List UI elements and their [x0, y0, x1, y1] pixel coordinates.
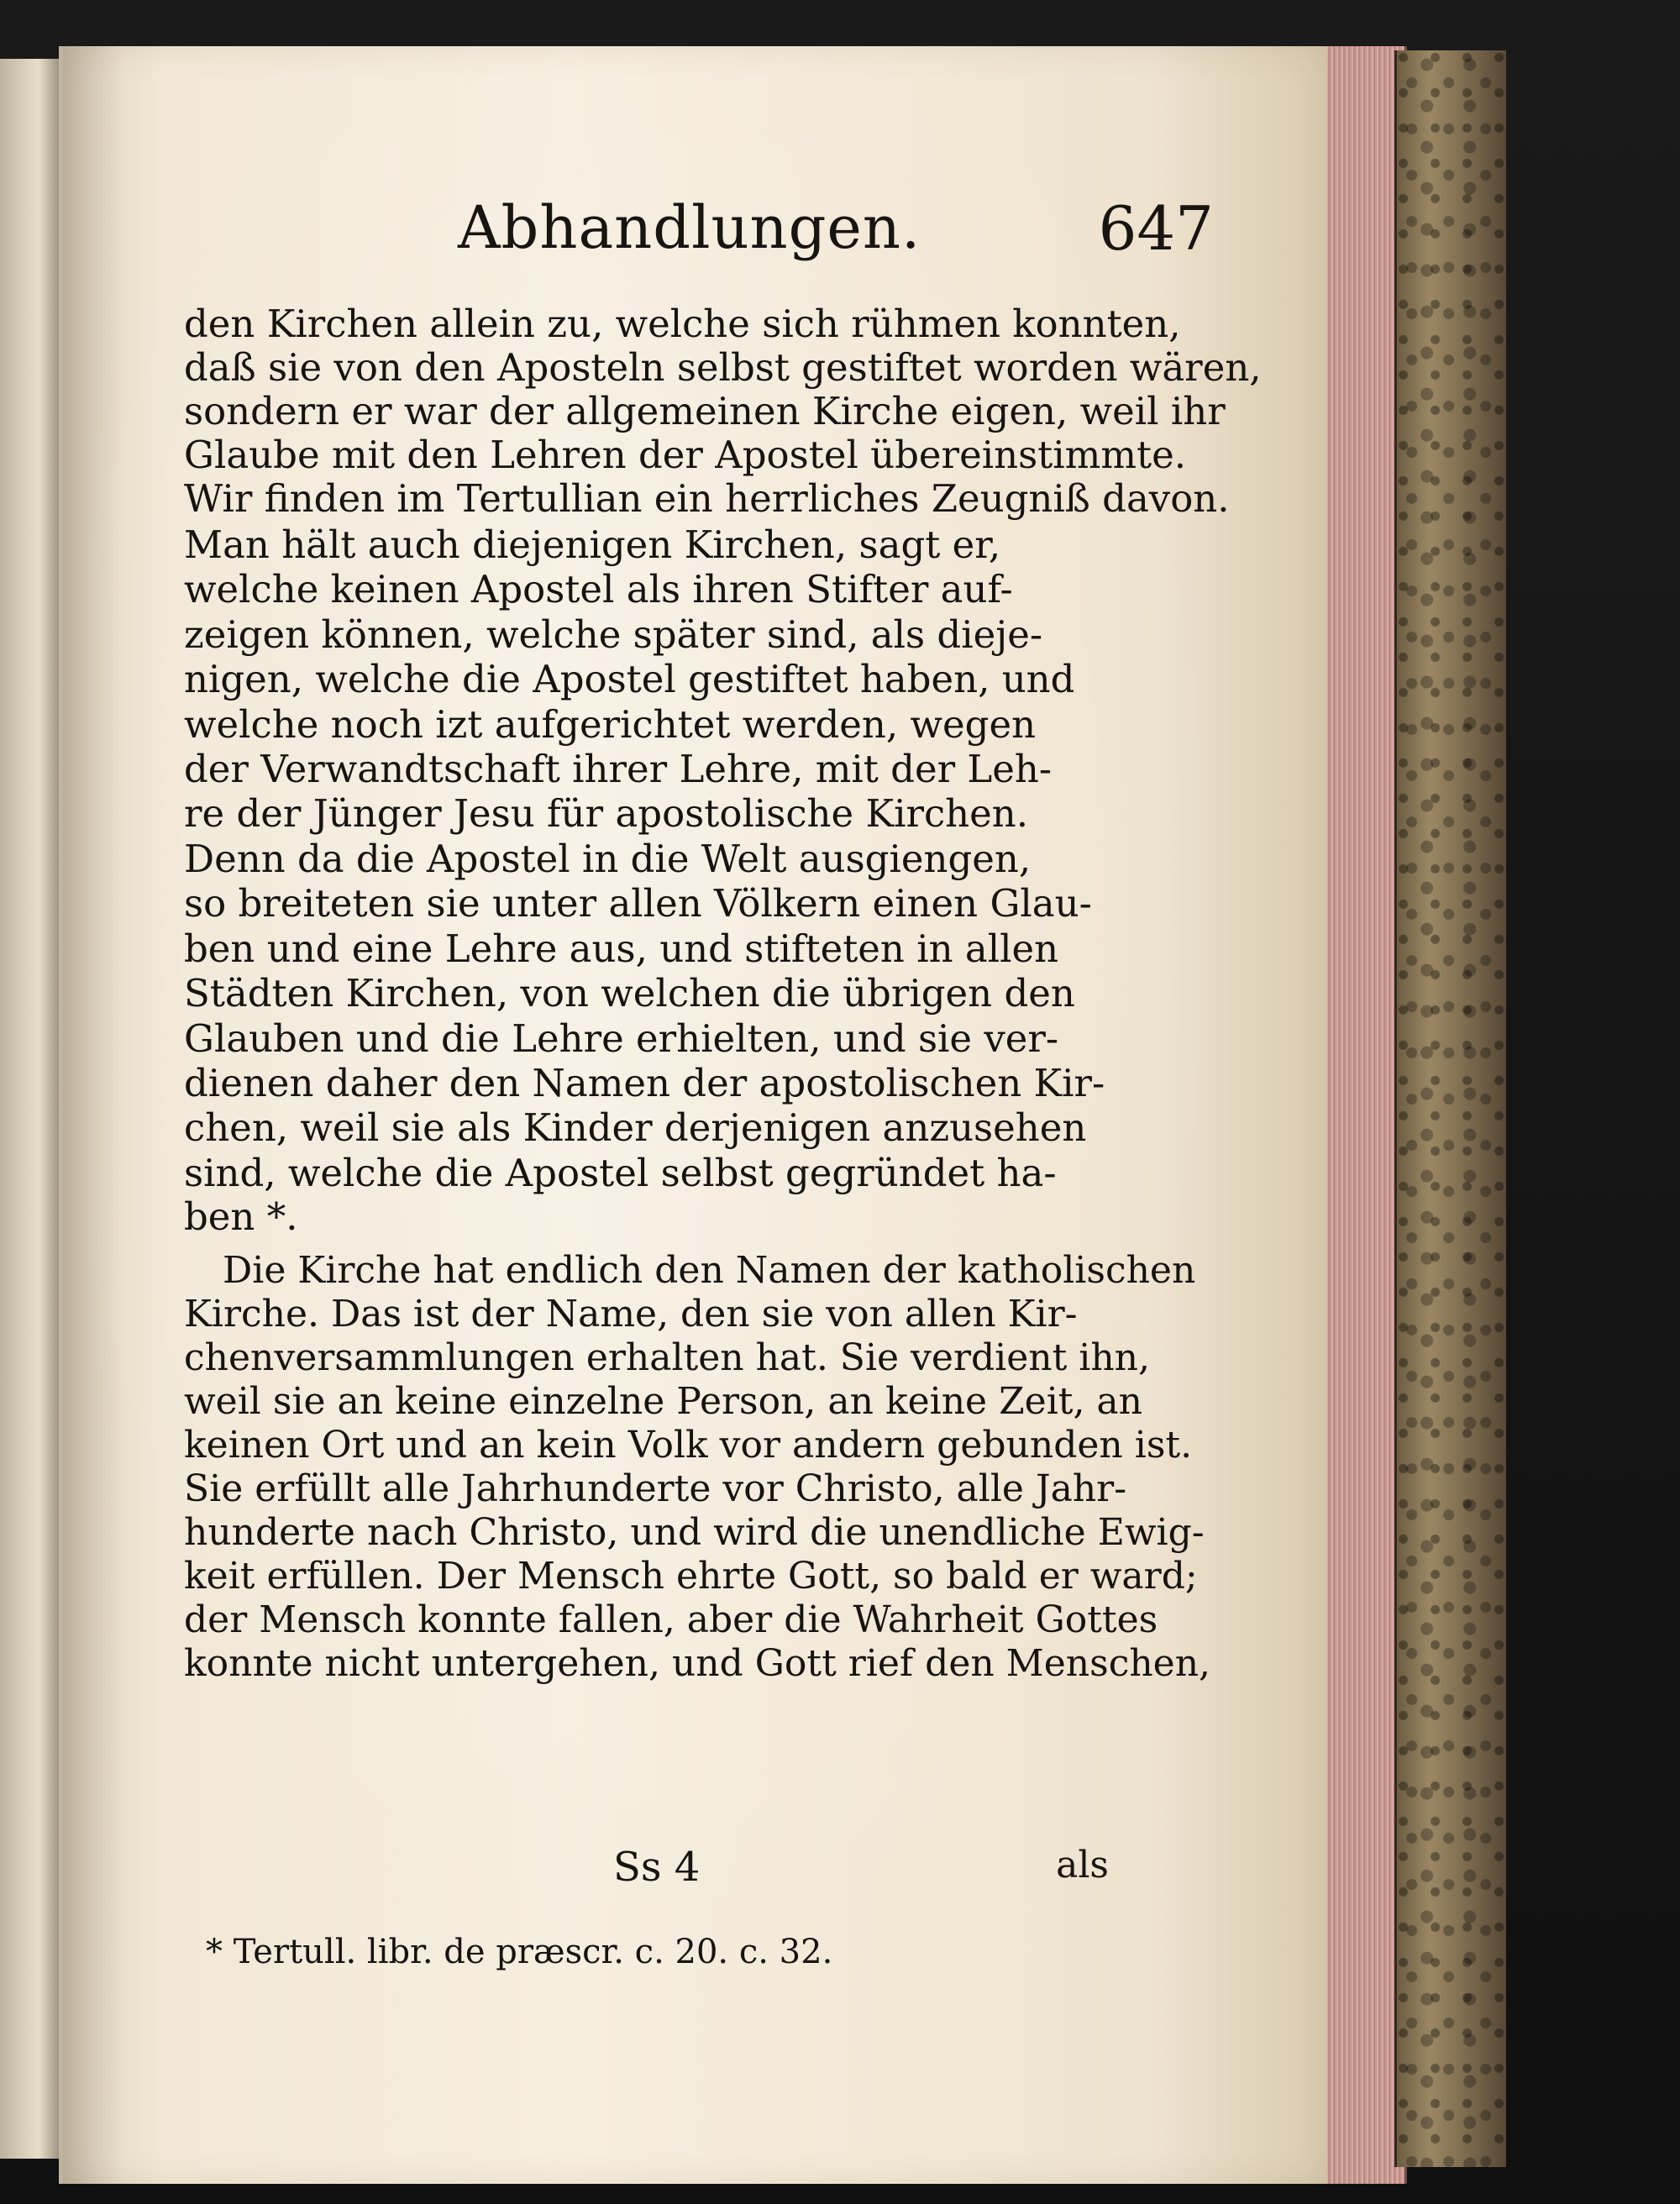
- text-line: zeigen können, welche später sind, als dieje-: [184, 612, 1043, 657]
- text-line: ben und eine Lehre aus, und stifteten in allen: [184, 926, 1059, 971]
- signature-mark: Ss 4: [613, 1844, 701, 1891]
- text-line: chen, weil sie als Kinder derjenigen anzusehen: [184, 1105, 1087, 1150]
- text-line: re der Jünger Jesu für apostolische Kirchen.: [184, 791, 1029, 836]
- text-line: welche noch izt aufgerichtet werden, wegen: [184, 702, 1037, 747]
- text-line: der Mensch konnte fallen, aber die Wahrheit Gottes: [184, 1598, 1158, 1641]
- text-line: Die Kirche hat endlich den Namen der katholischen: [223, 1249, 1196, 1292]
- text-line: nigen, welche die Apostel gestiftet haben, und: [184, 657, 1075, 701]
- text-line: hunderte nach Christo, und wird die unendliche Ewig-: [184, 1511, 1205, 1554]
- text-line: dienen daher den Namen der apostolischen Kir-: [184, 1061, 1105, 1105]
- text-line: keit erfüllen. Der Mensch ehrte Gott, so bald er ward;: [184, 1555, 1198, 1598]
- text-line: Wir finden im Tertullian ein herrliches Zeugniß davon.: [184, 476, 1230, 521]
- page-number: 647: [1098, 193, 1214, 264]
- running-head: Abhandlungen.: [458, 193, 921, 262]
- text-line: Denn da die Apostel in die Welt ausgiengen,: [184, 837, 1032, 881]
- book-cover-edge: [1394, 50, 1506, 2167]
- text-line: den Kirchen allein zu, welche sich rühmen konnten,: [184, 302, 1181, 346]
- text-line: daß sie von den Aposteln selbst gestiftet worden wären,: [184, 345, 1262, 390]
- text-line: der Verwandtschaft ihrer Lehre, mit der Leh-: [184, 747, 1053, 791]
- text-line: sind, welche die Apostel selbst gegründet ha-: [184, 1151, 1057, 1195]
- text-line: Glauben und die Lehre erhielten, und sie ver-: [184, 1016, 1059, 1061]
- catchword: als: [1056, 1844, 1109, 1887]
- text-line: keinen Ort und an kein Volk vor andern gebunden ist.: [184, 1424, 1193, 1467]
- text-line: Sie erfüllt alle Jahrhunderte vor Christo, alle Jahr-: [184, 1467, 1127, 1510]
- text-line: weil sie an keine einzelne Person, an keine Zeit, an: [184, 1380, 1142, 1423]
- text-line: Man hält auch diejenigen Kirchen, sagt er,: [184, 522, 1001, 567]
- book-page: [59, 46, 1327, 2184]
- text-line: ben *.: [184, 1194, 298, 1239]
- text-line: welche keinen Apostel als ihren Stifter auf-: [184, 567, 1013, 611]
- text-line: Städten Kirchen, von welchen die übrigen den: [184, 971, 1075, 1015]
- facing-page-edge: [0, 59, 61, 2159]
- binding-shadow: [63, 46, 122, 2184]
- text-line: Glaube mit den Lehren der Apostel übereinstimmte.: [184, 433, 1187, 477]
- text-line: Kirche. Das ist der Name, den sie von allen Kir-: [184, 1293, 1078, 1336]
- text-line: chenversammlungen erhalten hat. Sie verdient ihn,: [184, 1336, 1150, 1379]
- text-line: konnte nicht untergehen, und Gott rief den Menschen,: [184, 1642, 1211, 1685]
- text-line: so breiteten sie unter allen Völkern einen Glau-: [184, 881, 1092, 926]
- text-line: sondern er war der allgemeinen Kirche eigen, weil ihr: [184, 389, 1226, 433]
- footnote: * Tertull. libr. de præscr. c. 20. c. 32.: [206, 1933, 833, 1971]
- page-header: [458, 193, 1214, 269]
